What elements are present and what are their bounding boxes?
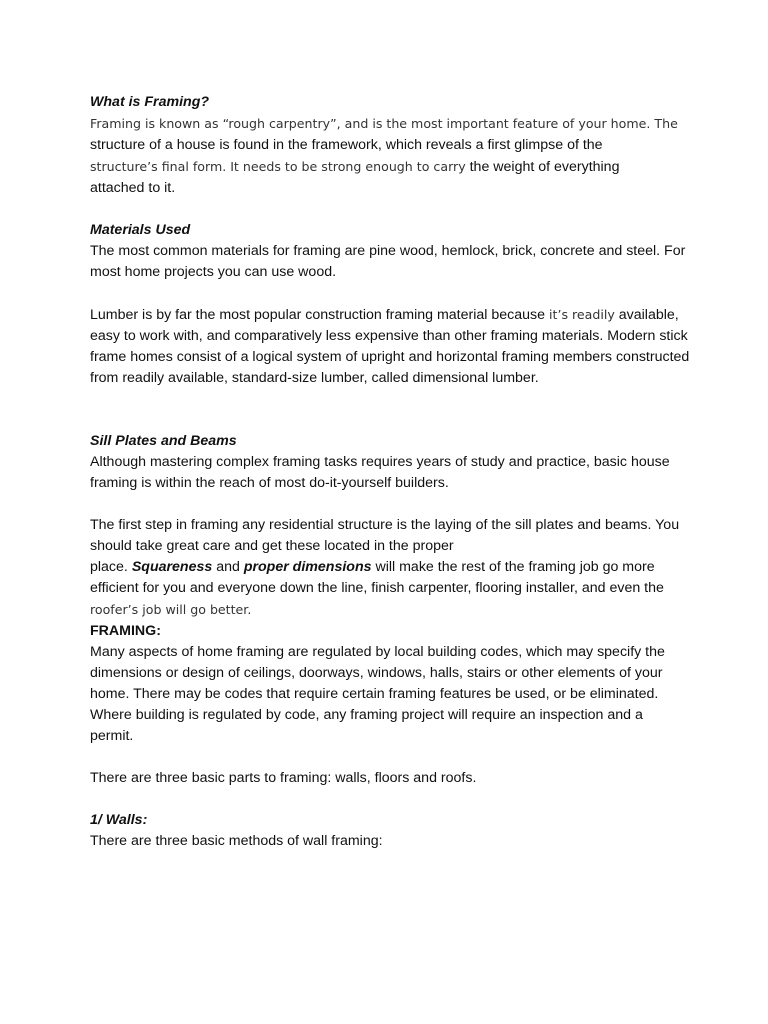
paragraph-sill-1: Although mastering complex framing tasks requires years of study and practice, basic house framing is within the reach of most do-it-yourself builders.	[90, 454, 670, 491]
spacer	[90, 389, 690, 431]
text-fragment: place.	[90, 559, 132, 575]
spacer	[90, 283, 690, 304]
text-fragment: will make the rest of the framing job go more efficient for you and everyone down the line, finish carpenter, flooring installer, and even the	[90, 559, 664, 596]
heading-framing: FRAMING:	[90, 623, 161, 639]
emphasis-proper-dimensions: proper dimensions	[243, 559, 372, 575]
heading-materials-used: Materials Used	[90, 222, 191, 238]
text-fragment: attached to it.	[90, 180, 176, 196]
heading-sill-plates: Sill Plates and Beams	[90, 433, 237, 449]
heading-what-is-framing: What is Framing?	[90, 94, 210, 110]
text-fragment: The first step in framing any residential structure is the laying of the sill plates and beams. You should take great care and get these located in the proper	[90, 517, 680, 554]
paragraph-framing-2: There are three basic parts to framing: walls, floors and roofs.	[90, 770, 477, 786]
text-fragment: structure of a house is found in the framework, which reveals a first glimpse of the	[90, 137, 603, 153]
text-fragment: Lumber is by far the most popular construction framing material because	[90, 307, 546, 323]
heading-walls: 1/ Walls:	[90, 812, 148, 828]
spacer	[90, 494, 690, 515]
text-fragment: and	[212, 559, 244, 575]
paragraph-sill-2	[90, 515, 690, 621]
text-fragment: it’s readily	[545, 307, 615, 322]
spacer	[90, 199, 690, 220]
text-fragment: the weight of everything	[465, 159, 620, 175]
paragraph-walls-1: There are three basic methods of wall framing:	[90, 833, 383, 849]
text-fragment: structure’s final form. It needs to be strong enough to carry	[90, 159, 466, 174]
text-fragment: available, easy to work with, and comparatively less expensive than other framing materials. Modern stick frame homes consist of a logical system of upright and horizontal framing members constructed from readily available, standard-size lumber, called dimensional lumber.	[90, 307, 690, 386]
spacer	[90, 747, 690, 768]
paragraph-materials-2	[90, 304, 690, 389]
emphasis-squareness: Squareness	[131, 559, 213, 575]
paragraph-materials-1: The most common materials for framing are pine wood, hemlock, brick, concrete and steel. For most home projects you can use wood.	[90, 243, 686, 280]
paragraph-what-is-framing	[90, 113, 690, 199]
document-page	[90, 92, 690, 852]
spacer	[90, 789, 690, 810]
paragraph-framing-1: Many aspects of home framing are regulated by local building codes, which may specify the dimensions or design of ceilings, doorways, windows, halls, stairs or other elements of your home. There may be codes that require certain framing features be used, or be eliminated. Where building is regulated by code, any framing project will require an inspection and a permit.	[90, 644, 665, 744]
text-fragment: Framing is known as “rough carpentry”, and is the most important feature of your home. The	[90, 116, 678, 131]
text-fragment: roofer’s job will go better.	[90, 602, 252, 617]
